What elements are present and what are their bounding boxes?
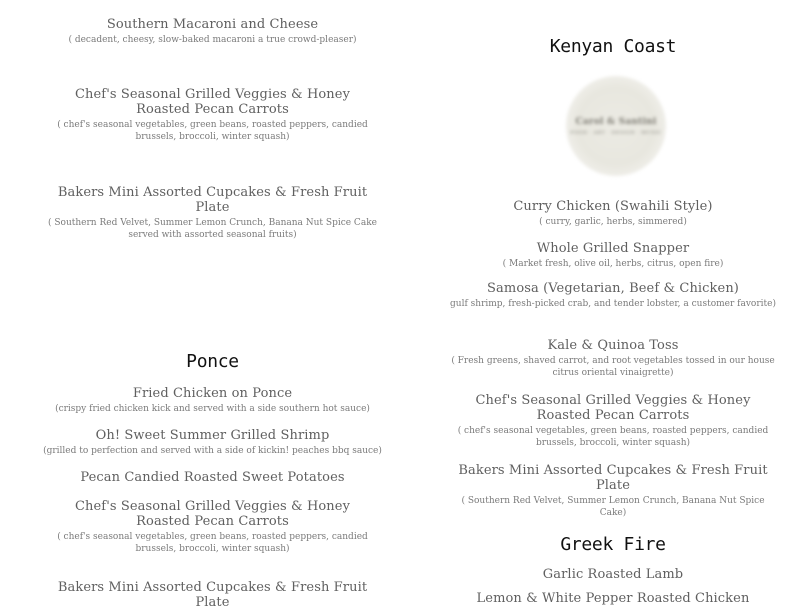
logo-tagline: FOOD · ART · DESIGN · MUSIC — [570, 129, 662, 136]
menu-item-description: ( Market fresh, olive oil, herbs, citrus, open fire) — [502, 259, 724, 269]
menu-item-description: ( chef's seasonal vegetables, green beans, roasted peppers, candied brussels, broccoli, winter squash) — [57, 532, 368, 554]
menu-item — [450, 241, 776, 270]
menu-item — [40, 580, 385, 610]
menu-item-name: Fried Chicken on Ponce — [132, 386, 293, 401]
menu-item-name: Bakers Mini Assorted Cupcakes & Fresh Fruit Plate — [57, 580, 368, 610]
menu-item-name: Samosa (Vegetarian, Beef & Chicken) — [487, 281, 739, 296]
menu-item — [450, 281, 776, 310]
menu-item-description: gulf shrimp, fresh-picked crab, and tender lobster, a customer favorite) — [450, 299, 776, 309]
menu-item-description: ( Fresh greens, shaved carrot, and root vegetables tossed in our house citrus oriental vinaigrette) — [451, 356, 775, 378]
menu-item — [450, 591, 776, 606]
menu-item-name: Pecan Candied Roasted Sweet Potatoes — [80, 470, 345, 485]
section-title-greek-fire: Greek Fire — [560, 534, 666, 555]
menu-item-description: ( Southern Red Velvet, Summer Lemon Crunch, Banana Nut Spice Cake served with assorted seasonal fruits) — [48, 218, 377, 240]
menu-item — [40, 470, 385, 485]
menu-item — [450, 567, 776, 582]
menu-item — [450, 338, 776, 379]
menu-item-description: ( Southern Red Velvet, Summer Lemon Crunch, Banana Nut Spice Cake) — [461, 496, 765, 518]
section-title-kenyan-coast: Kenyan Coast — [549, 36, 677, 57]
menu-item — [40, 499, 385, 555]
menu-item-name: Chef's Seasonal Grilled Veggies & Honey Roasted Pecan Carrots — [74, 87, 351, 117]
menu-item-name: Kale & Quinoa Toss — [547, 338, 679, 353]
menu-item-name: Southern Macaroni and Cheese — [106, 17, 319, 32]
menu-item — [40, 428, 385, 457]
menu-item-name: Bakers Mini Assorted Cupcakes & Fresh Fruit Plate — [458, 463, 768, 493]
menu-item — [40, 17, 385, 46]
menu-item — [40, 87, 385, 143]
menu-item — [450, 393, 776, 449]
menu-item-name: Chef's Seasonal Grilled Veggies & Honey Roasted Pecan Carrots — [74, 499, 351, 529]
menu-item-description: ( chef's seasonal vegetables, green beans, roasted peppers, candied brussels, broccoli, winter squash) — [457, 426, 769, 448]
menu-item-name: Bakers Mini Assorted Cupcakes & Fresh Fruit Plate — [57, 185, 368, 215]
menu-item — [450, 463, 776, 519]
menu-item-name: Oh! Sweet Summer Grilled Shrimp — [95, 428, 330, 443]
menu-item-name: Garlic Roasted Lamb — [542, 567, 684, 582]
menu-item-description: (grilled to perfection and served with a side of kickin! peaches bbq sauce) — [43, 446, 382, 456]
menu-item-description: (crispy fried chicken kick and served with a side southern hot sauce) — [55, 404, 370, 414]
menu-item — [450, 199, 776, 228]
logo-name: Carol & Santini — [575, 116, 657, 127]
section-title-ponce: Ponce — [186, 351, 239, 372]
menu-item-description: ( decadent, cheesy, slow-baked macaroni a true crowd-pleaser) — [68, 35, 357, 45]
menu-item-description: ( chef's seasonal vegetables, green beans, roasted peppers, candied brussels, broccoli, winter squash) — [57, 120, 368, 142]
menu-item — [40, 185, 385, 241]
menu-item — [40, 386, 385, 415]
menu-item-name: Whole Grilled Snapper — [536, 241, 690, 256]
menu-item-name: Chef's Seasonal Grilled Veggies & Honey Roasted Pecan Carrots — [475, 393, 751, 423]
menu-item-description: ( curry, garlic, herbs, simmered) — [539, 217, 687, 227]
caterer-logo — [566, 76, 666, 176]
menu-item-name: Curry Chicken (Swahili Style) — [513, 199, 713, 214]
menu-item-name: Lemon & White Pepper Roasted Chicken — [476, 591, 750, 606]
